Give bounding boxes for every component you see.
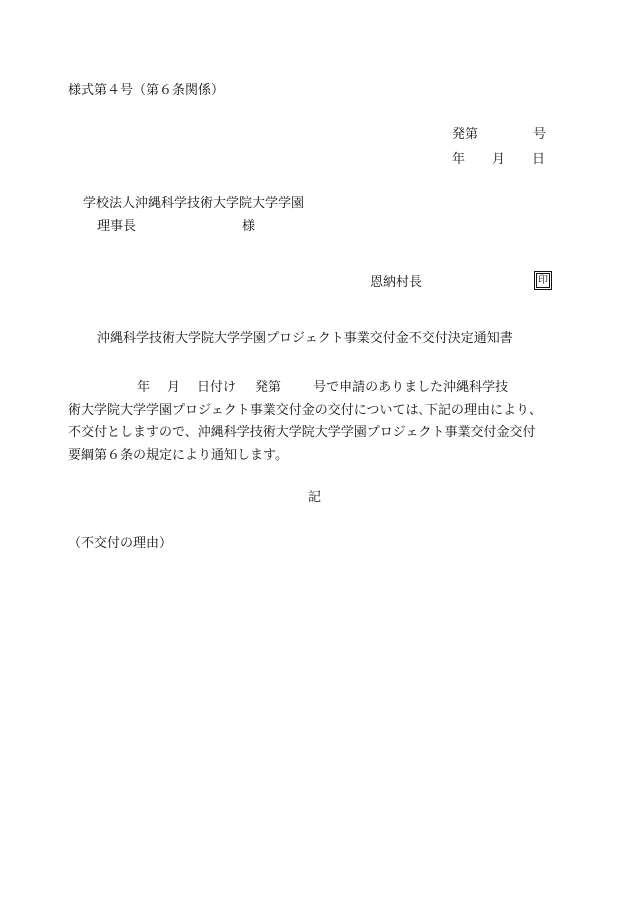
issue-hatsudai: 発第 <box>452 127 479 142</box>
issue-date-line <box>452 153 545 166</box>
body-hatsudai: 発第 <box>255 380 282 395</box>
body-paragraph <box>68 377 568 467</box>
body-line-2: 術大学院大学学園プロジェクト事業交付金の交付については､下記の理由により、 <box>68 402 542 418</box>
body-line-3: 不交付としますので、沖縄科学技術大学院大学学園プロジェクト事業交付金交付 <box>68 425 536 440</box>
reason-heading: （不交付の理由） <box>68 536 173 551</box>
issue-month: 月 <box>492 152 506 167</box>
recipient-title-line <box>97 220 255 233</box>
recipient-honorific: 様 <box>242 219 256 234</box>
body-year: 年 <box>137 380 151 395</box>
body-date-suffix: 日付け <box>197 380 237 395</box>
issue-year: 年 <box>452 152 466 167</box>
body-line-4: 要綱第６条の規定により通知します。 <box>68 447 288 463</box>
issue-number-line <box>452 128 546 141</box>
seal-mark: 印 <box>538 275 548 286</box>
issue-day: 日 <box>532 152 546 167</box>
document-title: 沖縄科学技術大学院大学学園プロジェクト事業交付金不交付決定通知書 <box>97 331 513 346</box>
recipient-title: 理事長 <box>97 219 137 234</box>
sender-name: 恩納村長 <box>370 275 423 290</box>
body-month: 月 <box>167 380 181 395</box>
issue-go: 号 <box>533 127 547 142</box>
body-line-1 <box>68 377 568 400</box>
ki-heading: 記 <box>308 490 322 505</box>
body-line-1-rest: 号で申請のありました沖縄科学技 <box>313 380 509 395</box>
form-number: 様式第４号（第６条関係） <box>68 83 225 98</box>
recipient-organization: 学校法人沖縄科学技術大学院大学学園 <box>83 196 305 211</box>
